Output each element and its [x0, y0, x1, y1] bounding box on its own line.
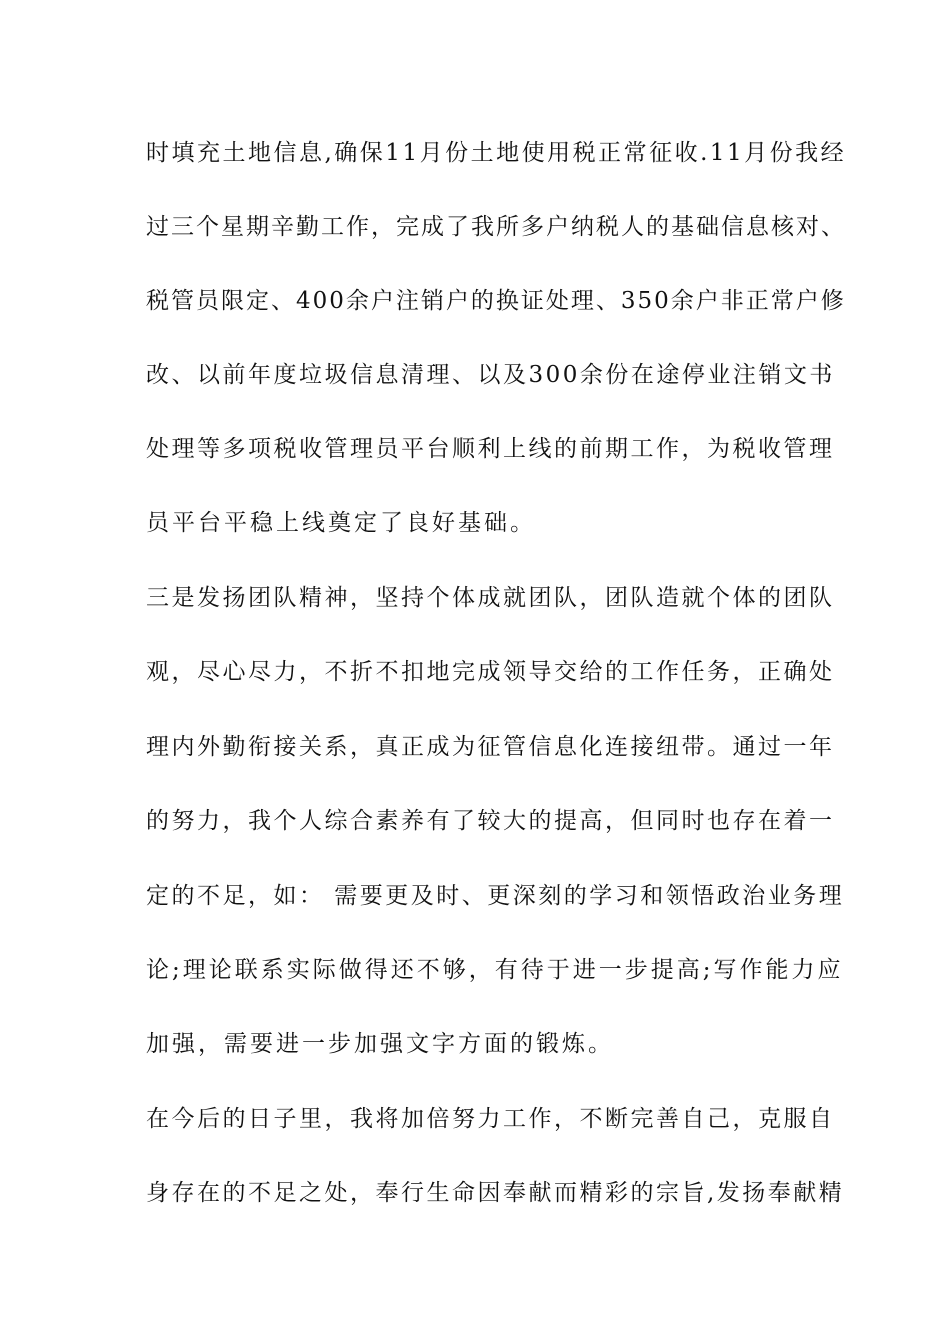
text-line: 定的不足，如： 需要更及时、更深刻的学习和领悟政治业务理: [146, 883, 845, 909]
text-line: 员平台平稳上线奠定了良好基础。: [146, 510, 536, 536]
text-line: 身存在的不足之处，奉行生命因奉献而精彩的宗旨,发扬奉献精: [146, 1180, 845, 1206]
text-line: 税管员限定、400余户注销户的换证处理、350余户非正常户修: [146, 288, 846, 314]
text-line: 理内外勤衔接关系，真正成为征管信息化连接纽带。通过一年: [146, 734, 835, 760]
text-line: 在今后的日子里，我将加倍努力工作，不断完善自己，克服自: [146, 1106, 835, 1132]
text-line: 三是发扬团队精神，坚持个体成就团队，团队造就个体的团队: [146, 585, 835, 611]
text-line: 论;理论联系实际做得还不够，有待于进一步提高;写作能力应: [146, 957, 844, 983]
text-line: 处理等多项税收管理员平台顺利上线的前期工作，为税收管理: [146, 436, 835, 462]
text-line: 过三个星期辛勤工作，完成了我所多户纳税人的基础信息核对、: [146, 214, 846, 240]
text-line: 的努力，我个人综合素养有了较大的提高，但同时也存在着一: [146, 808, 835, 834]
text-line: 时填充土地信息,确保11月份土地使用税正常征收.11月份我经: [146, 140, 847, 166]
text-line: 改、以前年度垃圾信息清理、以及300余份在途停业注销文书: [146, 362, 835, 388]
text-line: 观，尽心尽力，不折不扣地完成领导交给的工作任务，正确处: [146, 659, 835, 685]
text-line: 加强，需要进一步加强文字方面的锻炼。: [146, 1031, 614, 1057]
